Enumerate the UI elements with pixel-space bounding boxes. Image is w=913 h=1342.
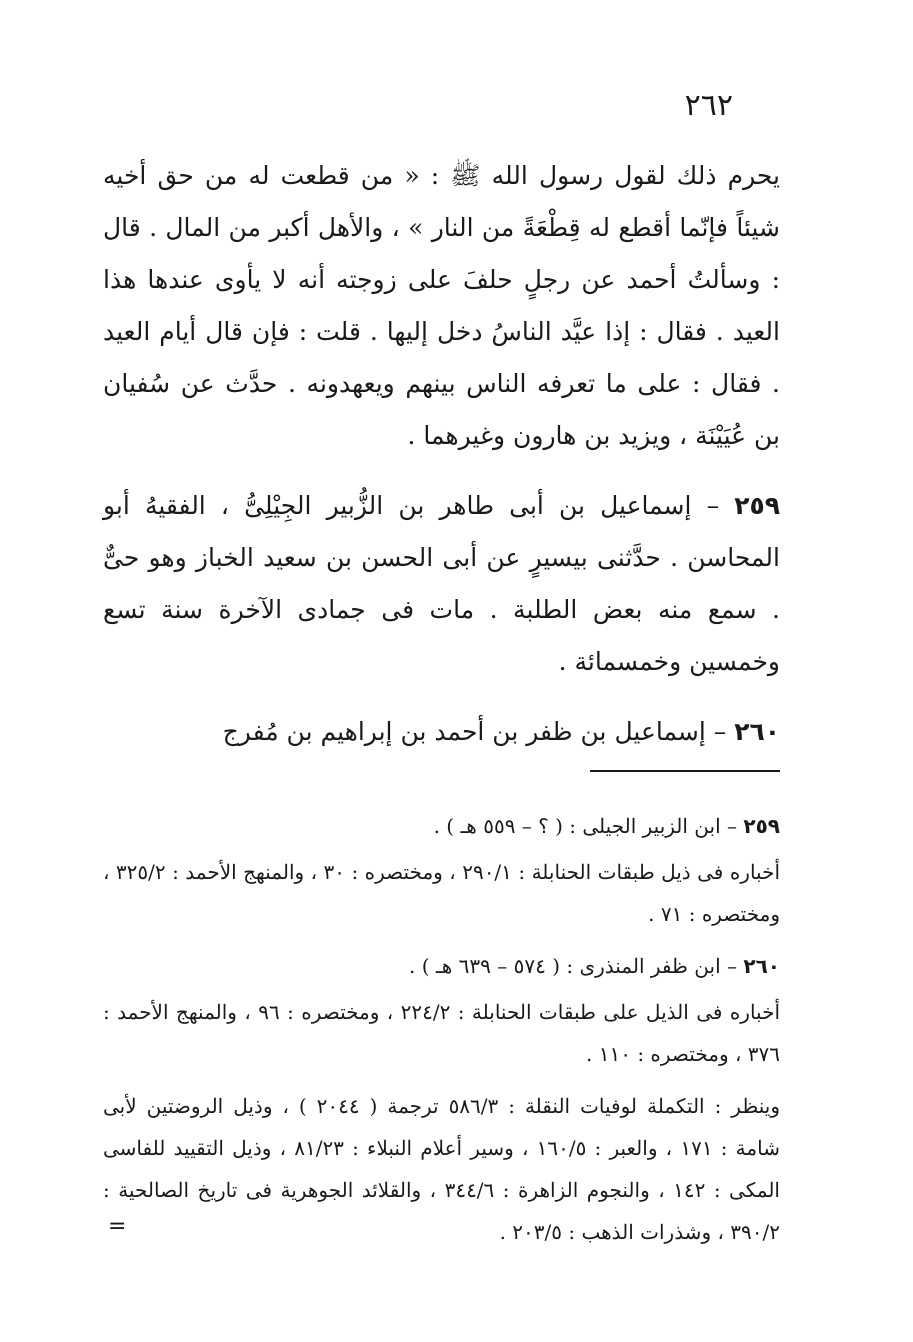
main-text bbox=[103, 150, 780, 758]
entry-259 bbox=[103, 480, 780, 688]
paragraph-continuation: يحرم ذلك لقول رسول الله ﷺ : « من قطعت له من حق أخيه شيئاً فإنّما أقطع له قِطْعَةً من النار » ، والأهل أكبر من المال . قال : وسألتُ أحمد عن رجلٍ حلفَ على زوجته أنه لا يأوى عندها هذا العيد . فقال : إذا عيَّد الناسُ دخل إليها . قلت : فإن قال أيام العيد . فقال : على ما تعرفه الناس بينهم ويعهدونه . حدَّث عن سُفيان بن عُيَيْنَة ، ويزيد بن هارون وغيرهما . bbox=[103, 161, 780, 450]
footnote-number: ٢٦٠ bbox=[743, 954, 780, 978]
footnote-259-sources: أخباره فى ذيل طبقات الحنابلة : ٢٩٠/١ ، ومختصره : ٣٠ ، والمنهج الأحمد : ٣٢٥/٢ ، ومختصره : ٧١ . bbox=[103, 860, 781, 926]
entry-number: ٢٥٩ bbox=[734, 491, 780, 520]
footnote-259-heading bbox=[103, 805, 780, 847]
footnote-260-sources: أخباره فى الذيل على طبقات الحنابلة : ٢٢٤/٢ ، ومختصره : ٩٦ ، والمنهج الأحمد : ٣٧٦ ، ومختصره : ١١٠ . bbox=[103, 1000, 781, 1066]
footnote-separator bbox=[590, 770, 780, 772]
entry-260 bbox=[103, 706, 780, 758]
footnote-heading-text: – ابن ظفر المنذرى : ( ٥٧٤ – ٦٣٩ هـ ) . bbox=[409, 954, 744, 978]
footnote-260-heading bbox=[103, 945, 780, 987]
footnote-heading-text: – ابن الزبير الجيلى : ( ؟ – ٥٥٩ هـ ) . bbox=[433, 814, 744, 838]
continuation-mark: = bbox=[108, 1214, 127, 1239]
page-number: ٢٦٢ bbox=[684, 88, 733, 123]
entry-text: – إسماعيل بن ظفر بن أحمد بن إبراهيم بن مُفرج bbox=[222, 717, 735, 746]
footnote-number: ٢٥٩ bbox=[743, 814, 780, 838]
entry-text: – إسماعيل بن أبى طاهر بن الزُّبير الجِيْلِىُّ ، الفقيهُ أبو المحاسن . حدَّثنى بيسيرٍ عن أبى الحسن بن سعيد الخباز وهو حىٌّ . سمع منه بعض الطلبة . مات فى جمادى الآخرة سنة تسع وخمسين وخمسمائة . bbox=[103, 491, 780, 676]
footnotes bbox=[103, 805, 780, 1253]
footnote-260-see-also: وينظر : التكملة لوفيات النقلة : ٥٨٦/٣ ترجمة ( ٢٠٤٤ ) ، وذيل الروضتين لأبى شامة : ١٧١ ، والعبر : ١٦٠/٥ ، وسير أعلام النبلاء : ٨١/٢٣ ، وذيل التقييد للفاسى المكى : ١٤٢ ، والنجوم الزاهرة : ٣٤٤/٦ ، والقلائد الجوهرية فى تاريخ الصالحية : ٣٩٠/٢ ، وشذرات الذهب : ٢٠٣/٥ . bbox=[103, 1094, 780, 1244]
entry-number: ٢٦٠ bbox=[734, 717, 780, 746]
